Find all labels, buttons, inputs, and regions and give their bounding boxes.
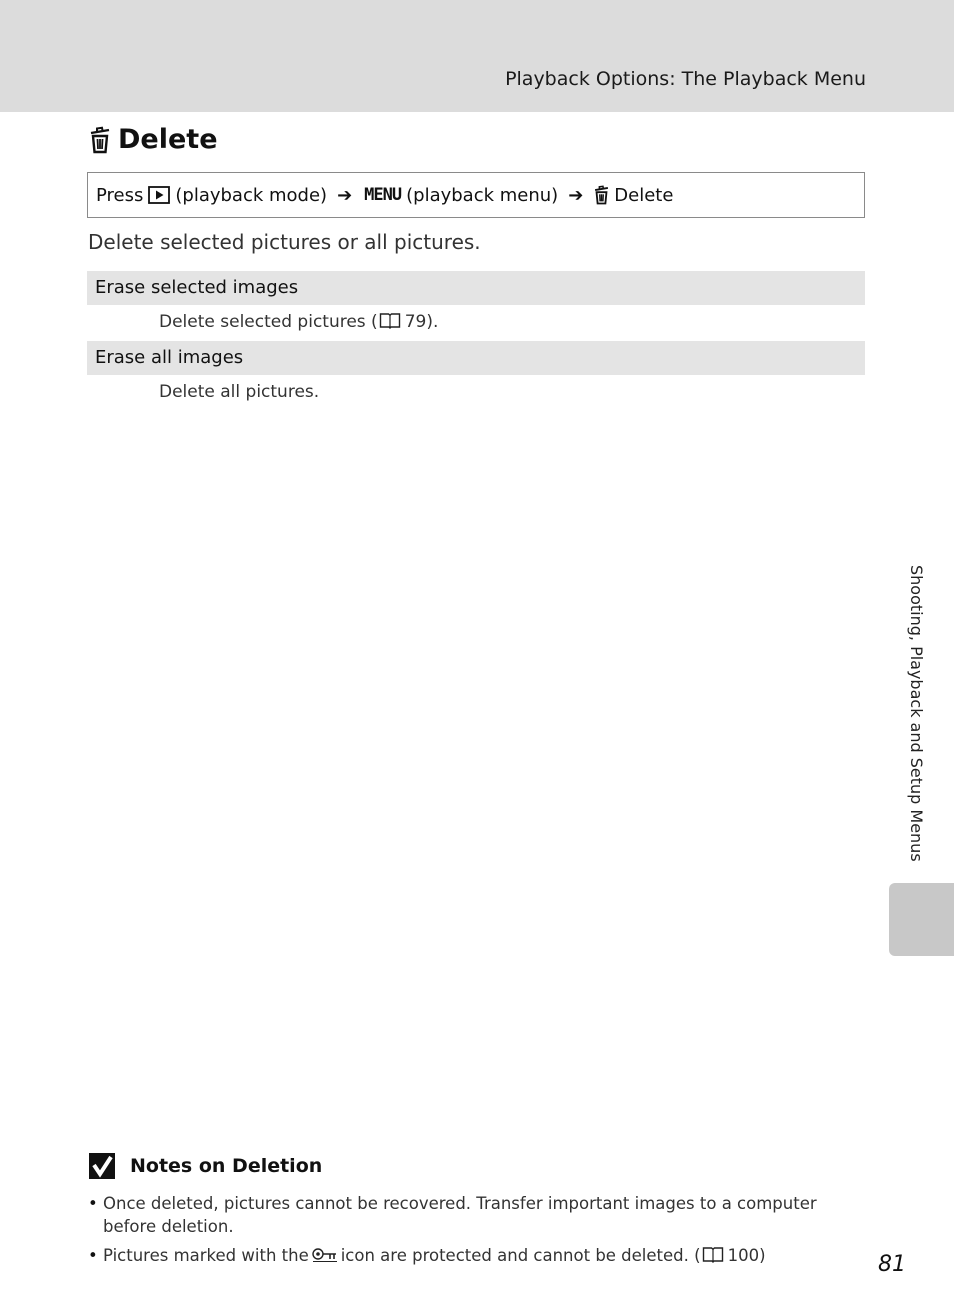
book-reference-icon xyxy=(379,312,401,329)
protect-key-icon xyxy=(312,1247,338,1263)
notes-list xyxy=(88,1192,858,1273)
side-section-label: Shooting, Playback and Setup Menus xyxy=(907,565,926,862)
nav-playback-menu: (playback menu) xyxy=(406,184,559,206)
bullet: • xyxy=(88,1194,98,1213)
menu-button-icon: MENU xyxy=(364,185,402,205)
header-title: Playback Options: The Playback Menu xyxy=(505,68,866,90)
desc-ref: 79 xyxy=(404,312,427,332)
trash-icon xyxy=(88,126,112,154)
list-item xyxy=(88,1192,858,1238)
nav-target: Delete xyxy=(614,184,674,206)
trash-icon xyxy=(593,185,610,205)
option-erase-selected: Erase selected images xyxy=(87,271,865,305)
arrow-right-icon: ➔ xyxy=(337,184,353,206)
side-tab xyxy=(889,883,954,956)
list-item xyxy=(88,1244,858,1267)
desc-end: ). xyxy=(426,312,439,332)
nav-playback-mode: (playback mode) xyxy=(175,184,328,206)
note-text-before: Pictures marked with the xyxy=(103,1246,309,1265)
option-erase-all: Erase all images xyxy=(87,341,865,375)
notes-header xyxy=(88,1152,322,1180)
page-title xyxy=(88,124,218,155)
nav-press: Press xyxy=(96,184,144,206)
option-erase-selected-desc xyxy=(159,312,438,332)
desc-text: Delete selected pictures ( xyxy=(159,312,378,332)
header-band xyxy=(0,0,954,112)
note-ref: 100 xyxy=(727,1246,760,1265)
page-title-text: Delete xyxy=(118,124,218,155)
arrow-right-icon: ➔ xyxy=(568,184,584,206)
page-number: 81 xyxy=(878,1252,906,1277)
intro-text: Delete selected pictures or all pictures. xyxy=(88,230,481,254)
bullet: • xyxy=(88,1246,98,1265)
notes-title: Notes on Deletion xyxy=(130,1155,323,1177)
checkmark-icon xyxy=(88,1152,116,1180)
note-text: Once deleted, pictures cannot be recovered. Transfer important images to a computer before deletion. xyxy=(103,1194,817,1236)
option-erase-all-desc: Delete all pictures. xyxy=(159,382,320,402)
note-end: ) xyxy=(759,1246,766,1265)
navigation-path xyxy=(87,172,865,218)
playback-button-icon xyxy=(148,186,170,204)
book-reference-icon xyxy=(702,1246,724,1263)
note-text-after: icon are protected and cannot be deleted. ( xyxy=(340,1246,701,1265)
